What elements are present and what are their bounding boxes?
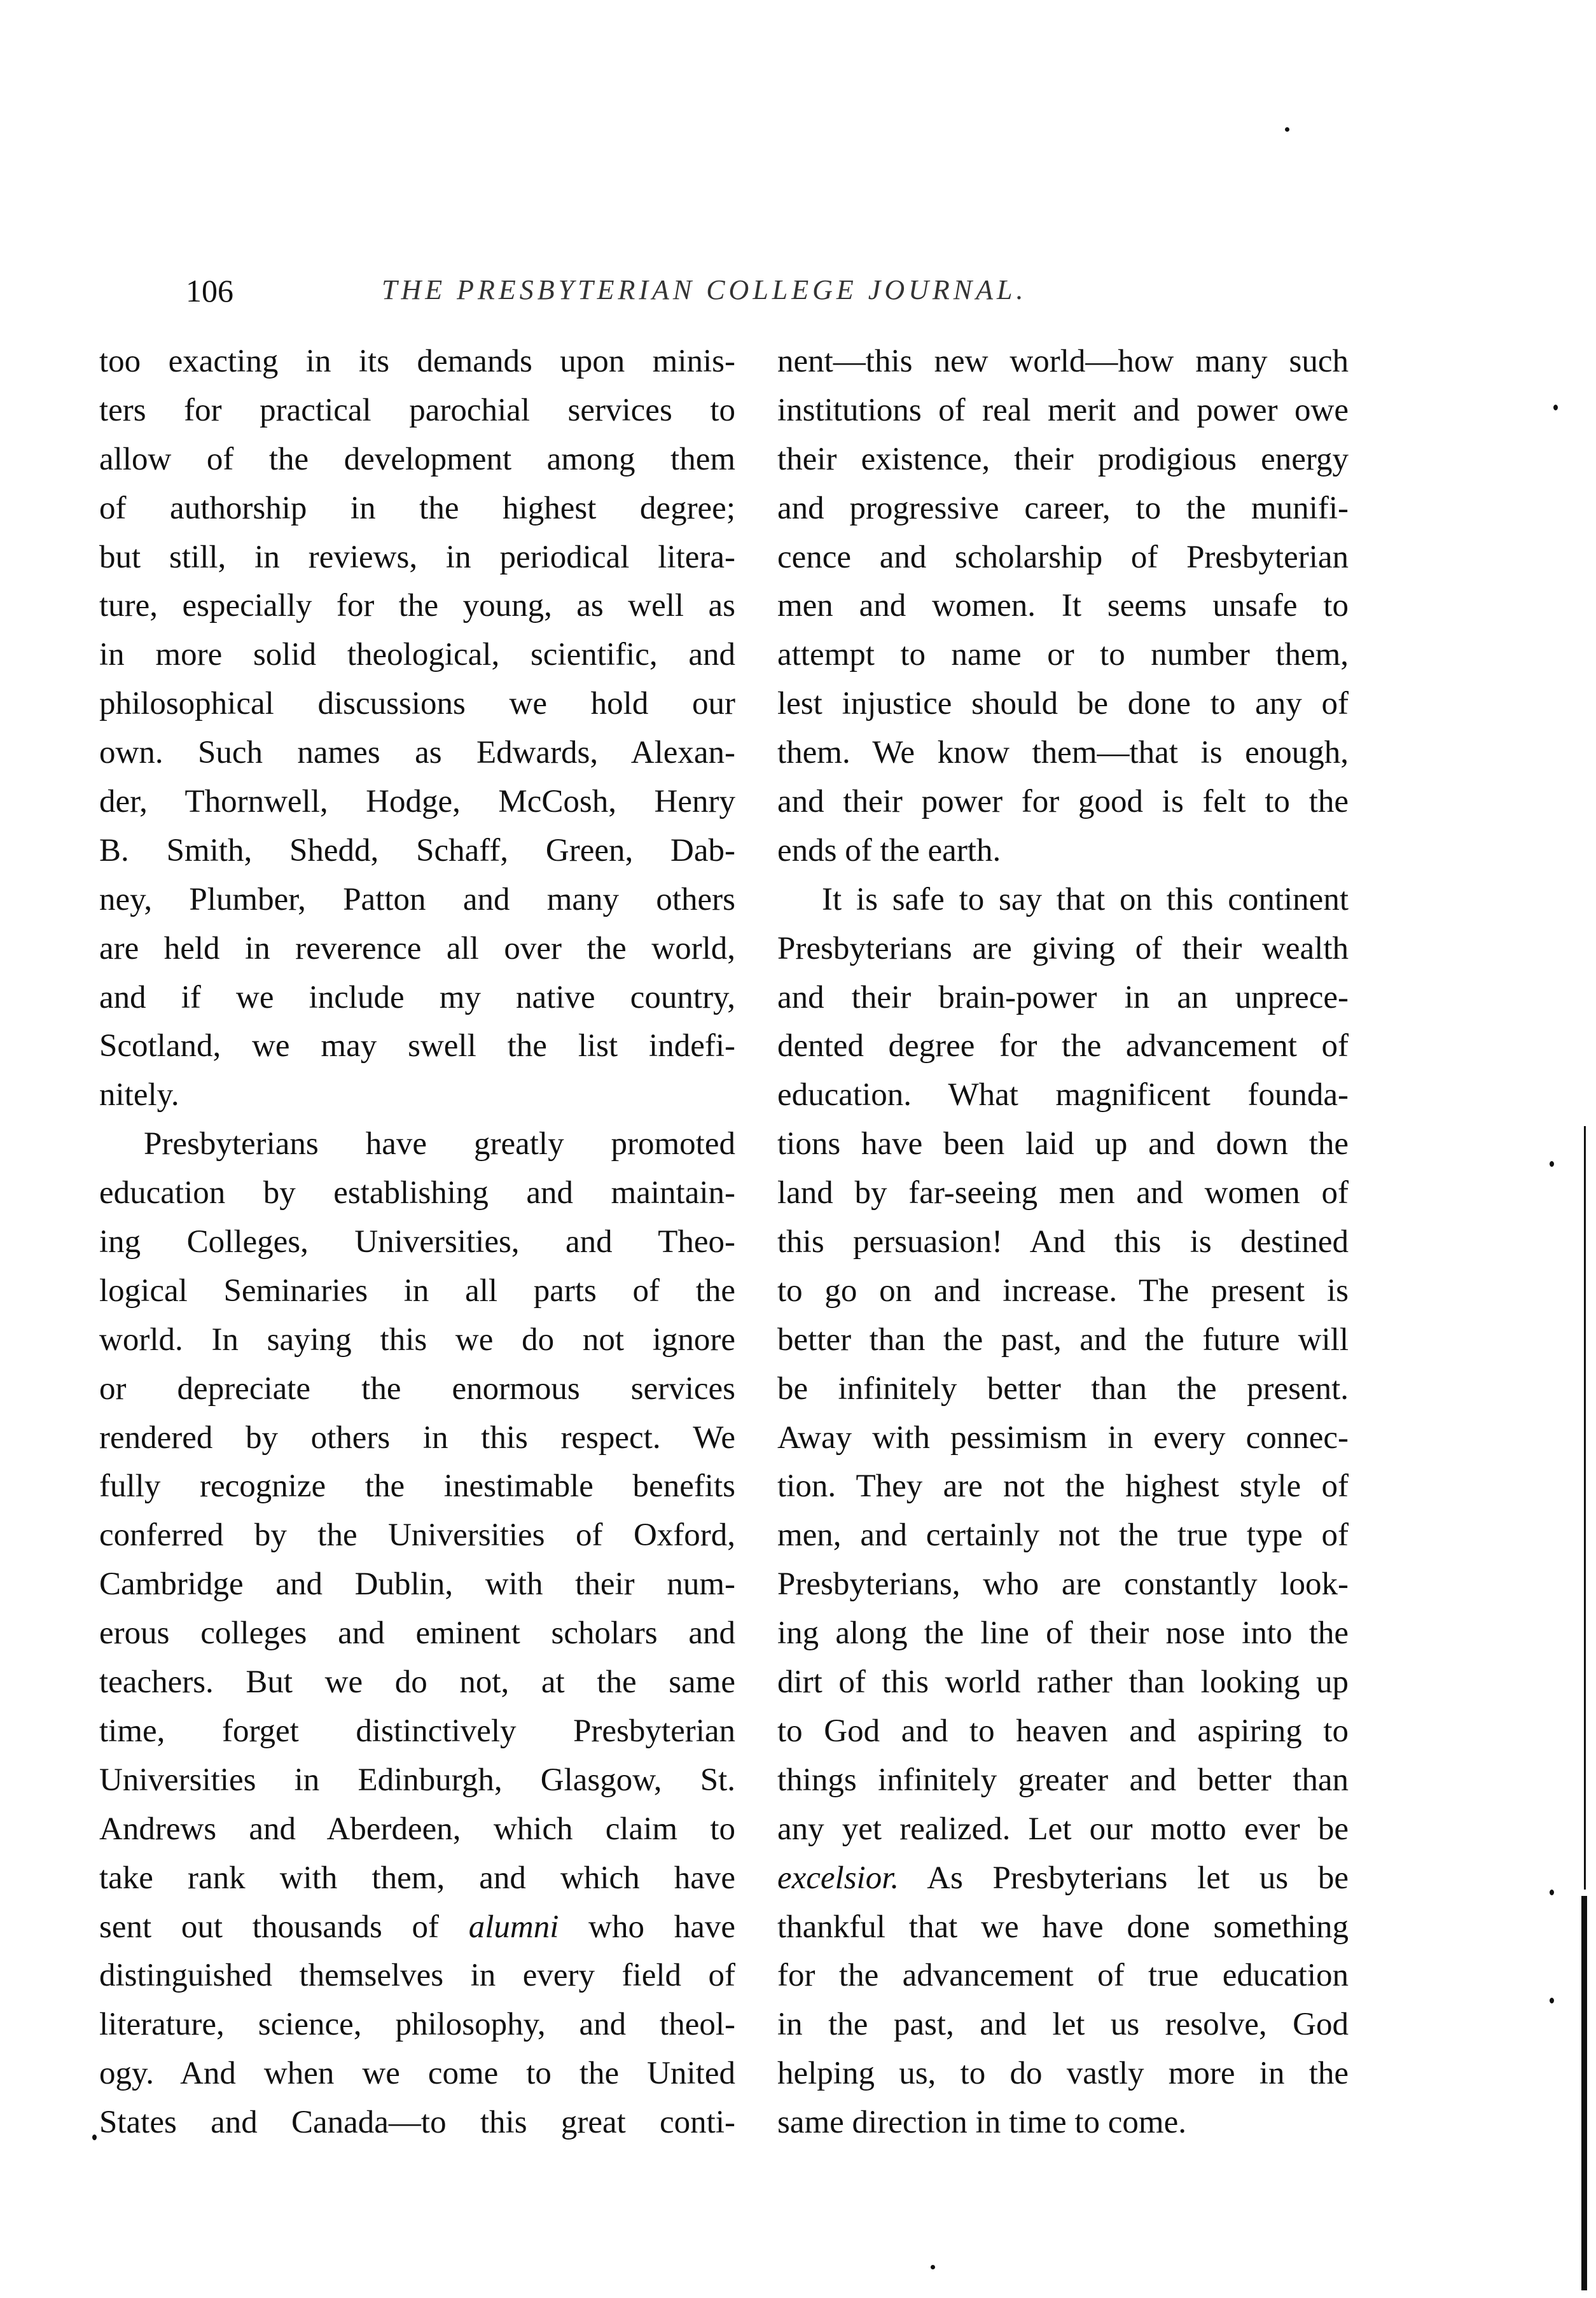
text-line: ters for practical parochial services to — [99, 392, 735, 428]
scan-speck — [1285, 127, 1289, 132]
text-line: dirt of this world rather than looking up — [777, 1664, 1349, 1701]
scan-speck — [1550, 1890, 1554, 1895]
text-line: are held in reverence all over the world, — [99, 930, 735, 966]
text-line: nent—this new world—how many such — [777, 344, 1349, 379]
scan-speck — [1550, 1161, 1554, 1167]
text-line: but still, in reviews, in periodical litera- — [99, 539, 735, 575]
text-line: sent out thousands of alumni who have — [99, 1909, 735, 1945]
text-line: allow of the development among them — [99, 441, 735, 477]
text-line: or depreciate the enormous services — [99, 1370, 735, 1407]
text-line: der, Thornwell, Hodge, McCosh, Henry — [99, 784, 735, 820]
text-line: education by establishing and maintain- — [99, 1175, 735, 1211]
text-line: better than the past, and the future will — [777, 1321, 1349, 1358]
text-line: institutions of real merit and power owe — [777, 392, 1349, 428]
text-line: ture, especially for the young, as well as — [99, 588, 735, 624]
text-line: land by far-seeing men and women of — [777, 1175, 1349, 1211]
text-line: time, forget distinctively Presbyterian — [99, 1713, 735, 1749]
scan-speck — [931, 2265, 935, 2269]
text-line: Away with pessimism in every connec- — [777, 1419, 1349, 1456]
text-line: distinguished themselves in every field of — [99, 1958, 735, 1994]
text-line: for the advancement of true education — [777, 1958, 1349, 1994]
text-line: and if we include my native country, — [99, 979, 735, 1015]
text-line: nitely. — [99, 1077, 179, 1113]
text-line: world. In saying this we do not ignore — [99, 1321, 735, 1358]
text-line: Universities in Edinburgh, Glasgow, St. — [99, 1762, 735, 1798]
text-line: cence and scholarship of Presbyterian — [777, 539, 1349, 575]
text-line: erous colleges and eminent scholars and — [99, 1615, 735, 1652]
text-line: Scotland, we may swell the list indefi- — [99, 1028, 735, 1064]
text-line: and their power for good is felt to the — [777, 784, 1349, 820]
text-line: their existence, their prodigious energy — [777, 441, 1349, 477]
text-line: Presbyterians have greatly promoted — [144, 1126, 735, 1162]
scan-speck — [1553, 405, 1558, 410]
text-line: helping us, to do vastly more in the — [777, 2056, 1349, 2092]
text-line: own. Such names as Edwards, Alexan- — [99, 735, 735, 771]
scan-edge-bar — [1581, 1896, 1587, 2290]
text-line: them. We know them—that is enough, — [777, 735, 1349, 771]
text-line: literature, science, philosophy, and theol- — [99, 2007, 735, 2043]
text-line: education. What magnificent founda- — [777, 1077, 1349, 1113]
text-line: B. Smith, Shedd, Schaff, Green, Dab- — [99, 832, 735, 868]
text-line: Presbyterians are giving of their wealth — [777, 930, 1349, 966]
text-line: and their brain-power in an unprece- — [777, 979, 1349, 1015]
text-line: ogy. And when we come to the United — [99, 2056, 735, 2092]
text-line: ney, Plumber, Patton and many others — [99, 881, 735, 917]
italic-word: alumni — [468, 1909, 559, 1945]
text-line: same direction in time to come. — [777, 2105, 1186, 2141]
text-line: logical Seminaries in all parts of the — [99, 1272, 735, 1309]
text-line: Cambridge and Dublin, with their num- — [99, 1566, 735, 1603]
text-line: rendered by others in this respect. We — [99, 1419, 735, 1456]
text-line: lest injustice should be done to any of — [777, 686, 1349, 722]
text-line: philosophical discussions we hold our — [99, 686, 735, 722]
text-line: men, and certainly not the true type of — [777, 1517, 1349, 1554]
text-line: excelsior. As Presbyterians let us be — [777, 1860, 1349, 1896]
text-line: of authorship in the highest degree; — [99, 490, 735, 526]
text-line: take rank with them, and which have — [99, 1860, 735, 1896]
text-line: ends of the earth. — [777, 832, 1001, 868]
text-line: to God and to heaven and aspiring to — [777, 1713, 1349, 1749]
text-line: to go on and increase. The present is — [777, 1272, 1349, 1309]
italic-word: excelsior. — [777, 1860, 899, 1896]
right-column — [777, 337, 1349, 2147]
text-line: tions have been laid up and down the — [777, 1126, 1349, 1162]
text-line: thankful that we have done something — [777, 1909, 1349, 1945]
text-line: fully recognize the inestimable benefits — [99, 1468, 735, 1505]
text-line: dented degree for the advancement of — [777, 1028, 1349, 1064]
text-line: ing along the line of their nose into the — [777, 1615, 1349, 1652]
text-line: this persuasion! And this is destined — [777, 1224, 1349, 1260]
text-line: Andrews and Aberdeen, which claim to — [99, 1811, 735, 1847]
text-line: conferred by the Universities of Oxford, — [99, 1517, 735, 1554]
scan-speck — [1550, 1998, 1554, 2003]
text-line: and progressive career, to the munifi- — [777, 490, 1349, 526]
text-line: in the past, and let us resolve, God — [777, 2007, 1349, 2043]
text-line: things infinitely greater and better than — [777, 1762, 1349, 1798]
scan-speck — [92, 2134, 97, 2140]
text-line: teachers. But we do not, at the same — [99, 1664, 735, 1701]
text-line: States and Canada—to this great conti- — [99, 2105, 735, 2141]
scan-edge-line — [1584, 1126, 1586, 1890]
text-line: Presbyterians, who are constantly look- — [777, 1566, 1349, 1603]
text-line: any yet realized. Let our motto ever be — [777, 1811, 1349, 1847]
text-line: It is safe to say that on this continent — [822, 881, 1349, 917]
left-column — [99, 337, 735, 2147]
text-line: tion. They are not the highest style of — [777, 1468, 1349, 1505]
text-line: in more solid theological, scientific, and — [99, 637, 735, 673]
text-line: be infinitely better than the present. — [777, 1370, 1349, 1407]
text-line: men and women. It seems unsafe to — [777, 588, 1349, 624]
text-line: attempt to name or to number them, — [777, 637, 1349, 673]
page-number: 106 — [186, 273, 233, 309]
text-line: too exacting in its demands upon minis- — [99, 344, 735, 379]
text-line: ing Colleges, Universities, and Theo- — [99, 1224, 735, 1260]
running-title: THE PRESBYTERIAN COLLEGE JOURNAL. — [382, 274, 1027, 305]
